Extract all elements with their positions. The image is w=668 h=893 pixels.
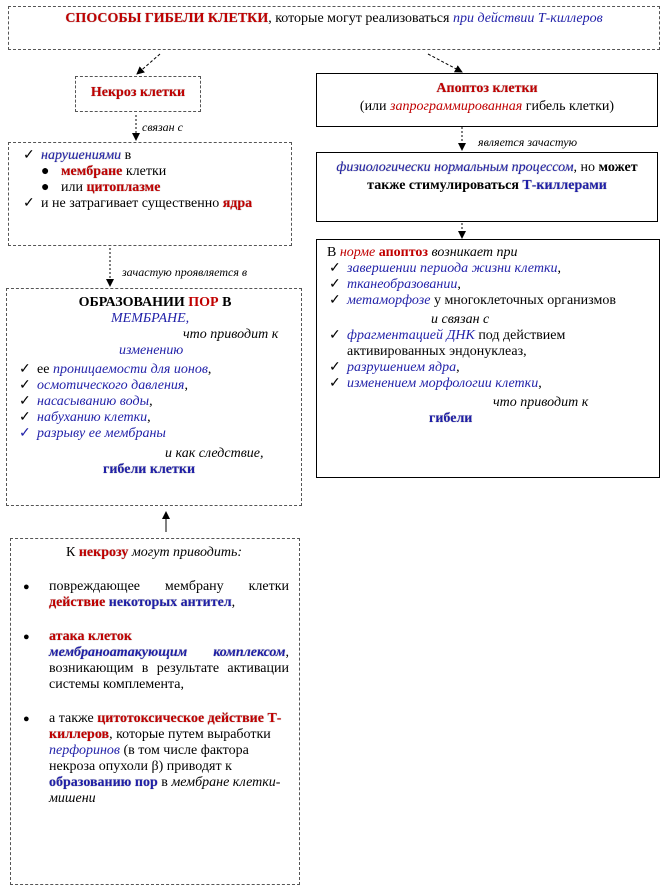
- pore-effect-item: ✓ ее проницаемости для ионов,: [19, 362, 212, 377]
- necrosis-link-item: ● или цитоплазме: [41, 180, 161, 195]
- apoptosis-linked-label: и связан с: [431, 312, 490, 327]
- pore-membrane: МЕМБРАНЕ,: [111, 311, 190, 326]
- apoptosis-cause-item: ✓ завершении периода жизни клетки,: [329, 261, 561, 276]
- label-linked-with: связан с: [142, 120, 183, 134]
- apoptosis-intro: В норме апоптоз возникает при: [327, 245, 518, 260]
- apoptosis-death: гибели: [429, 411, 473, 426]
- arrow-to-apoptosis: [428, 54, 462, 72]
- pore-effect-item: ✓ набуханию клетки,: [19, 410, 151, 425]
- label-often-manifests: зачастую проявляется в: [122, 265, 248, 279]
- label-is-often: является зачастую: [478, 135, 578, 149]
- apoptosis-cause-item: ✓ тканеобразовании,: [329, 277, 461, 292]
- pore-formation-box: [6, 288, 302, 506]
- cell-death-methods-box: СПОСОБЫ ГИБЕЛИ КЛЕТКИ, которые могут реализоваться при действии Т-киллеров: [8, 6, 660, 50]
- necrosis-link-item: ✓ и не затрагивает существенно ядра: [23, 196, 253, 211]
- pore-leads-label: что приводит к: [183, 327, 279, 342]
- pore-consequence: и как следствие,: [165, 446, 264, 461]
- necrosis-link-item: ✓ нарушениями в: [23, 148, 132, 163]
- apoptosis-details-box: [316, 239, 660, 478]
- pore-effect-item: ✓ разрыву ее мембраны: [19, 426, 166, 441]
- pore-effect-item: ✓ насасыванию воды,: [19, 394, 153, 409]
- apoptosis-nature-box: физиологически нормальным процессом, но может также стимулироваться Т-киллерами: [316, 152, 658, 222]
- pore-cell-death: гибели клетки: [103, 462, 196, 477]
- apoptosis-leads-label: что приводит к: [493, 395, 589, 410]
- necrosis-box: [75, 76, 201, 112]
- necrosis-links-box: [8, 142, 292, 246]
- apoptosis-cause-item: ✓ метаморфозе у многоклеточных организмов: [329, 293, 616, 308]
- necrosis-title: Некроз клетки: [90, 85, 186, 100]
- apoptosis-title: Апоптоз клетки: [436, 81, 538, 96]
- apoptosis-feature-item: ✓ разрушением ядра,: [329, 360, 460, 375]
- apoptosis-box: [316, 73, 658, 127]
- pore-effect-item: ✓ осмотического давления,: [19, 378, 188, 393]
- arrow-to-necrosis: [137, 54, 160, 74]
- pore-change-label: изменению: [119, 343, 184, 358]
- necrosis-link-item: ● мембране клетки: [41, 164, 167, 179]
- necrosis-causes-box: [10, 538, 300, 885]
- necrosis-causes-intro: К некрозу могут приводить:: [66, 545, 242, 560]
- necrosis-cause-item: ● а также цитотоксическое действие Т-киллеров, которые путем выработки перфоринов (в том числе фактора некроза опухоли β) приводят к образованию пор в мембране клетки-мишени: [23, 711, 282, 806]
- cell-death-methods-title: СПОСОБЫ ГИБЕЛИ КЛЕТКИ: [65, 11, 269, 26]
- pore-formation-heading: ОБРАЗОВАНИИ ПОР В: [78, 295, 232, 310]
- apoptosis-feature-item: ✓ фрагментацией ДНК под действием активированных эндонуклеаз,: [329, 328, 566, 359]
- apoptosis-feature-item: ✓ изменением морфологии клетки,: [329, 376, 542, 391]
- necrosis-cause-item: ● повреждающее мембрану клетки действие некоторых антител,: [23, 579, 289, 610]
- apoptosis-subtitle: (или запрограммированная гибель клетки): [359, 99, 615, 114]
- necrosis-cause-item: ● атака клеток мембраноатакующим комплексом, возникающим в результате активации системы комплемента,: [23, 629, 289, 692]
